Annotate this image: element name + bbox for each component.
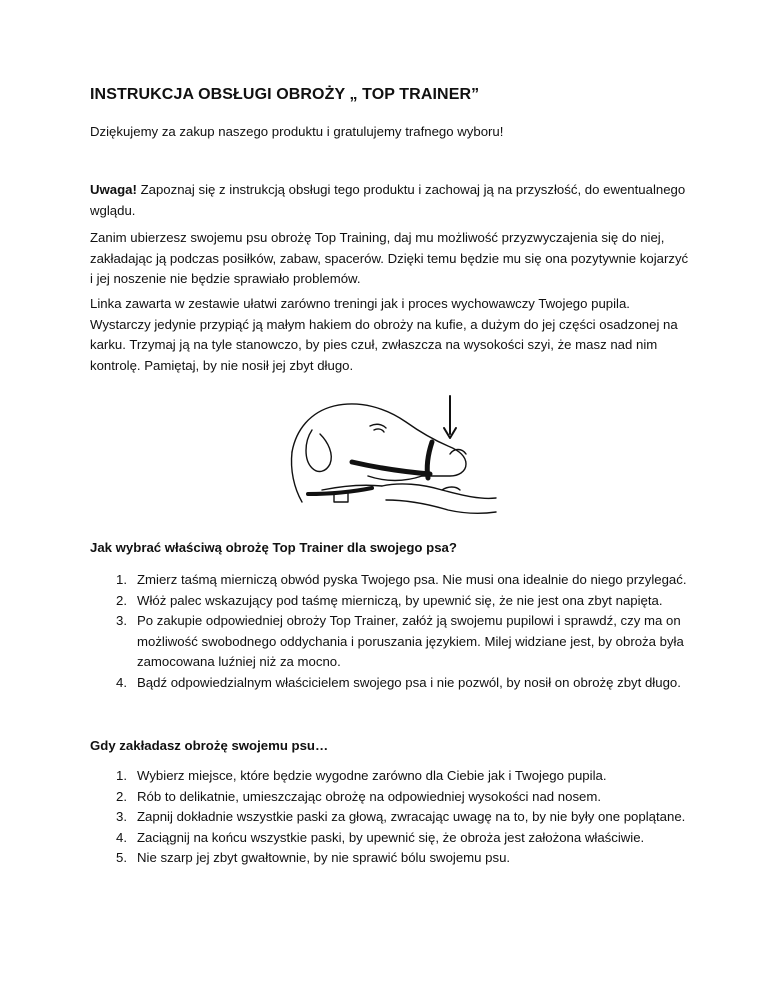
list-number: 1. bbox=[116, 768, 127, 783]
list-number: 4. bbox=[116, 674, 127, 690]
list-text: Włóż palec wskazujący pod taśmę mierniczą, by upewnić się, że nie jest ona zbyt napięta. bbox=[137, 592, 663, 608]
list-item bbox=[90, 766, 690, 787]
list-item bbox=[90, 787, 690, 808]
list-number: 1. bbox=[116, 572, 127, 587]
choose-muzzle-list bbox=[90, 570, 690, 693]
list-item bbox=[90, 611, 690, 673]
list-text: Po zakupie odpowiedniej obroży Top Trainer, załóż ją swojemu pupilowi i sprawdź, czy ma on możliwość swobodnego oddychania i poruszania językiem. Milej widziane jest, by obroża była zamocowana luźniej niż za mocno. bbox=[137, 613, 684, 669]
section-heading-putting-on: Gdy zakładasz obrożę swojemu psu… bbox=[90, 738, 329, 753]
list-text: Bądź odpowiedzialnym właścicielem swojego psa i nie pozwól, by nosił on obrożę zbyt długo. bbox=[137, 674, 681, 690]
list-text: Nie szarp jej zbyt gwałtownie, by nie sprawić bólu swojemu psu. bbox=[137, 850, 511, 865]
section-heading-choose-muzzle: Jak wybrać właściwą obrożę Top Trainer dla swojego psa? bbox=[90, 540, 457, 555]
list-item bbox=[90, 848, 690, 869]
list-item bbox=[90, 570, 690, 591]
list-item bbox=[90, 673, 690, 694]
list-item bbox=[90, 591, 690, 612]
list-text: Zmierz taśmą mierniczą obwód pyska Twojego psa. Nie musi ona idealnie do niego przylegać. bbox=[137, 572, 687, 587]
list-number: 5. bbox=[116, 850, 127, 865]
list-number: 3. bbox=[116, 809, 127, 824]
warning-label: Uwaga! bbox=[90, 182, 137, 197]
warning-paragraph bbox=[90, 180, 690, 221]
list-text: Rób to delikatnie, umieszczając obrożę na odpowiedniej wysokości nad nosem. bbox=[137, 788, 602, 804]
list-number: 2. bbox=[116, 592, 127, 608]
list-text: Zaciągnij na końcu wszystkie paski, by upewnić się, że obroża jest założona właściwie. bbox=[137, 829, 645, 845]
list-text: Wybierz miejsce, które będzie wygodne zarówno dla Ciebie jak i Twojego pupila. bbox=[137, 768, 607, 783]
putting-on-list bbox=[90, 766, 690, 869]
leash-paragraph: Linka zawarta w zestawie ułatwi zarówno treningi jak i proces wychowawczy Twojego pupila. Wystarczy jedynie przypiąć ją małym hakiem do obroży na kufie, a dużym do jej części osadzonej na karku. Trzymaj ją na tyle stanowczo, by pies czuł, zwłaszcza na wysokości szyi, że masz nad nim kontrolę. Pamiętaj, by nie nosił jej zbyt długo. bbox=[90, 296, 678, 373]
list-item bbox=[90, 807, 690, 828]
intro-paragraph: Zanim ubierzesz swojemu psu obrożę Top Training, daj mu możliwość przyzwyczajenia się do niej, zakładając ją podczas posiłków, zabaw, spacerów. Dzięki temu będzie mu się ona pozytywnie kojarzyć i jej noszenie nie będzie sprawiało problemów. bbox=[90, 230, 689, 286]
thanks-paragraph: Dziękujemy za zakup naszego produktu i gratulujemy trafnego wyboru! bbox=[90, 124, 504, 139]
warning-text: Zapoznaj się z instrukcją obsługi tego produktu i zachowaj ją na przyszłość, do ewentualnego wglądu. bbox=[90, 182, 686, 218]
list-number: 3. bbox=[116, 613, 127, 628]
list-item bbox=[90, 828, 690, 849]
dog-muzzle-illustration bbox=[282, 390, 504, 518]
list-number: 2. bbox=[116, 788, 127, 804]
list-text: Zapnij dokładnie wszystkie paski za głową, zwracając uwagę na to, by nie były one poplątane. bbox=[137, 809, 686, 824]
list-number: 4. bbox=[116, 829, 127, 845]
document-title: INSTRUKCJA OBSŁUGI OBROŻY „ TOP TRAINER” bbox=[90, 86, 480, 103]
